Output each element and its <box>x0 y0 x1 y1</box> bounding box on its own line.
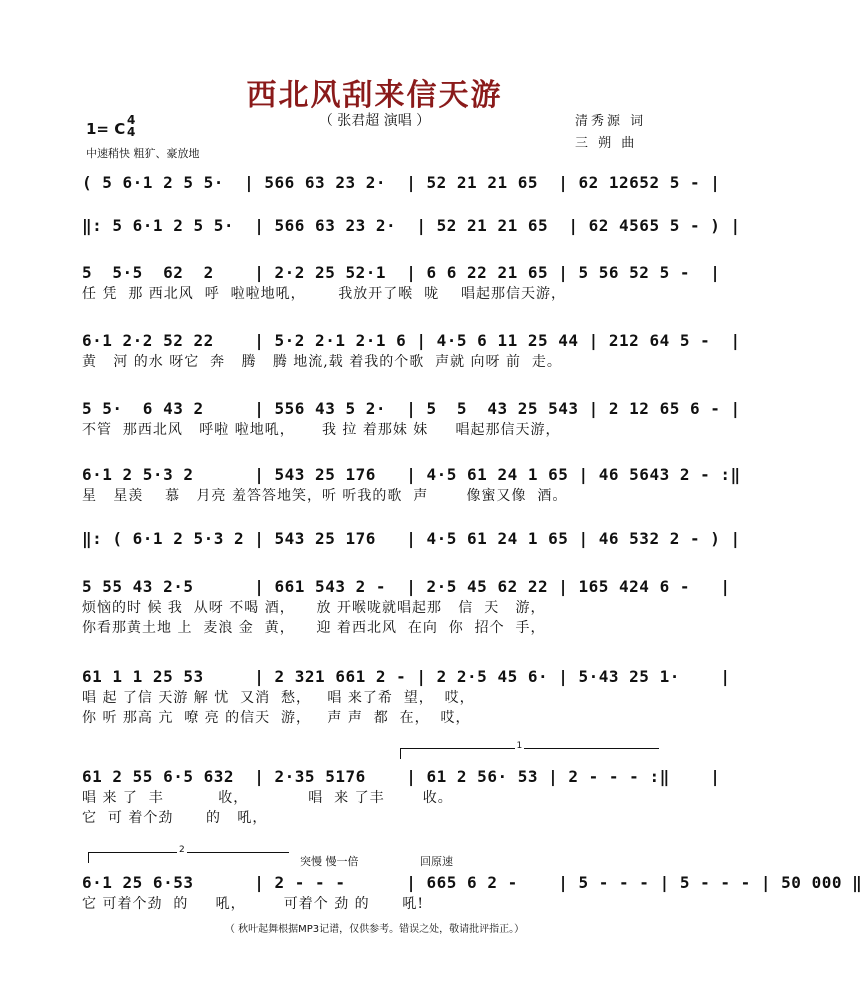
volta-bracket-2 <box>88 845 289 863</box>
lyric-line: 唱 来 了 丰 收， 唱 来 了丰 收。 <box>82 790 453 806</box>
lyric-line: 黄 河 的水 呀它 奔 腾 腾 地流,载 着我的个歌 声就 向呀 前 走。 <box>82 354 562 370</box>
lyric-line: 任 凭 那 西北风 呼 啦啦地吼， 我放开了喉 咙 唱起那信天游， <box>82 286 567 302</box>
score-line-2 <box>82 215 741 237</box>
notation: 61 2 55 6·5 632 | 2·35 5176 | 61 2 56· 53 | 2 - - - :‖ | <box>82 767 721 786</box>
score-line-6 <box>82 464 741 506</box>
volta-bracket-1 <box>400 741 659 759</box>
notation: 61 1 1 25 53 | 2 321 661 2 - | 2 2·5 45 6· | 5·43 25 1· | <box>82 667 731 686</box>
tempo-marking: 中速稍快 粗犷、豪放地 <box>86 147 200 160</box>
score-line-5 <box>82 398 741 440</box>
score-line-4 <box>82 330 741 372</box>
time-signature-bottom: 4 <box>127 125 136 139</box>
slow-marking: 突慢 慢一倍 <box>300 855 359 868</box>
notation: 6·1 2·2 52 22 | 5·2 2·1 2·1 6 | 4·5 6 11 25 44 | 212 64 5 - | <box>82 331 741 350</box>
notation: ( 5 6·1 2 5 5· | 566 63 23 2· | 52 21 21 65 | 62 12652 5 - | <box>82 173 721 192</box>
volta-number: 1 <box>516 741 523 751</box>
lyric-line: 你 听 那高 亢 嘹 亮 的信天 游， 声 声 都 在， 哎， <box>82 710 471 726</box>
key-signature: 1= C <box>86 120 126 138</box>
lyric-line: 你看那黄土地 上 麦浪 金 黄， 迎 着西北风 在向 你 招个 手， <box>82 620 546 636</box>
notation: ‖: 5 6·1 2 5 5· | 566 63 23 2· | 52 21 21 65 | 62 4565 5 - ) | <box>82 216 741 235</box>
notation: 6·1 2 5·3 2 | 543 25 176 | 4·5 61 24 1 65 | 46 5643 2 - :‖ <box>82 465 741 484</box>
notation: ‖: ( 6·1 2 5·3 2 | 543 25 176 | 4·5 61 24 1 65 | 46 532 2 - ) | <box>82 529 741 548</box>
score-line-9 <box>82 666 731 728</box>
notation: 5 5· 6 43 2 | 556 43 5 2· | 5 5 43 25 543 | 2 12 65 6 - | <box>82 399 741 418</box>
score-line-1 <box>82 172 721 194</box>
song-title: 西北风刮来信天游 <box>246 78 503 113</box>
lyricist-credit: 清秀源 词 <box>575 114 647 129</box>
footnote: （ 秋叶起舞根据MP3记谱，仅供参考。错误之处，敬请批评指正。） <box>224 924 525 935</box>
lyric-line: 不管 那西北风 呼啦 啦地吼， 我 拉 着那妹 妹 唱起那信天游， <box>82 422 561 438</box>
score-line-7 <box>82 528 741 550</box>
score-line-10 <box>82 766 721 828</box>
score-line-11 <box>82 872 862 914</box>
composer-credit: 三 朔 曲 <box>575 136 638 151</box>
lyric-line: 星 星羡 慕 月亮 羞答答地笑，听 听我的歌 声 像蜜又像 酒。 <box>82 488 568 504</box>
time-signature <box>127 114 135 138</box>
score-line-3 <box>82 262 721 304</box>
performer-subtitle: （ 张君超 演唱 ） <box>318 113 431 129</box>
lyric-line: 唱 起 了信 天游 解 忧 又消 愁， 唱 来了希 望， 哎， <box>82 690 475 706</box>
notation: 6·1 25 6·53 | 2 - - - | 665 6 2 - | 5 - - - | 5 - - - | 50 000 ‖ <box>82 873 862 892</box>
lyric-line: 它 可着个劲 的 吼， 可着个 劲 的 吼! <box>82 896 424 912</box>
lyric-line: 烦恼的时 候 我 从呀 不喝 酒， 放 开喉咙就唱起那 信 天 游， <box>82 600 546 616</box>
score-line-8 <box>82 576 731 638</box>
volta-number: 2 <box>179 845 185 855</box>
notation: 5 5·5 62 2 | 2·2 25 52·1 | 6 6 22 21 65 | 5 56 52 5 - | <box>82 263 721 282</box>
time-signature-top: 4 <box>127 113 136 127</box>
lyric-line: 它 可 着个劲 的 吼， <box>82 810 268 826</box>
notation: 5 55 43 2·5 | 661 543 2 - | 2·5 45 62 22 | 165 424 6 - | <box>82 577 731 596</box>
tempo-back-marking: 回原速 <box>420 855 453 868</box>
